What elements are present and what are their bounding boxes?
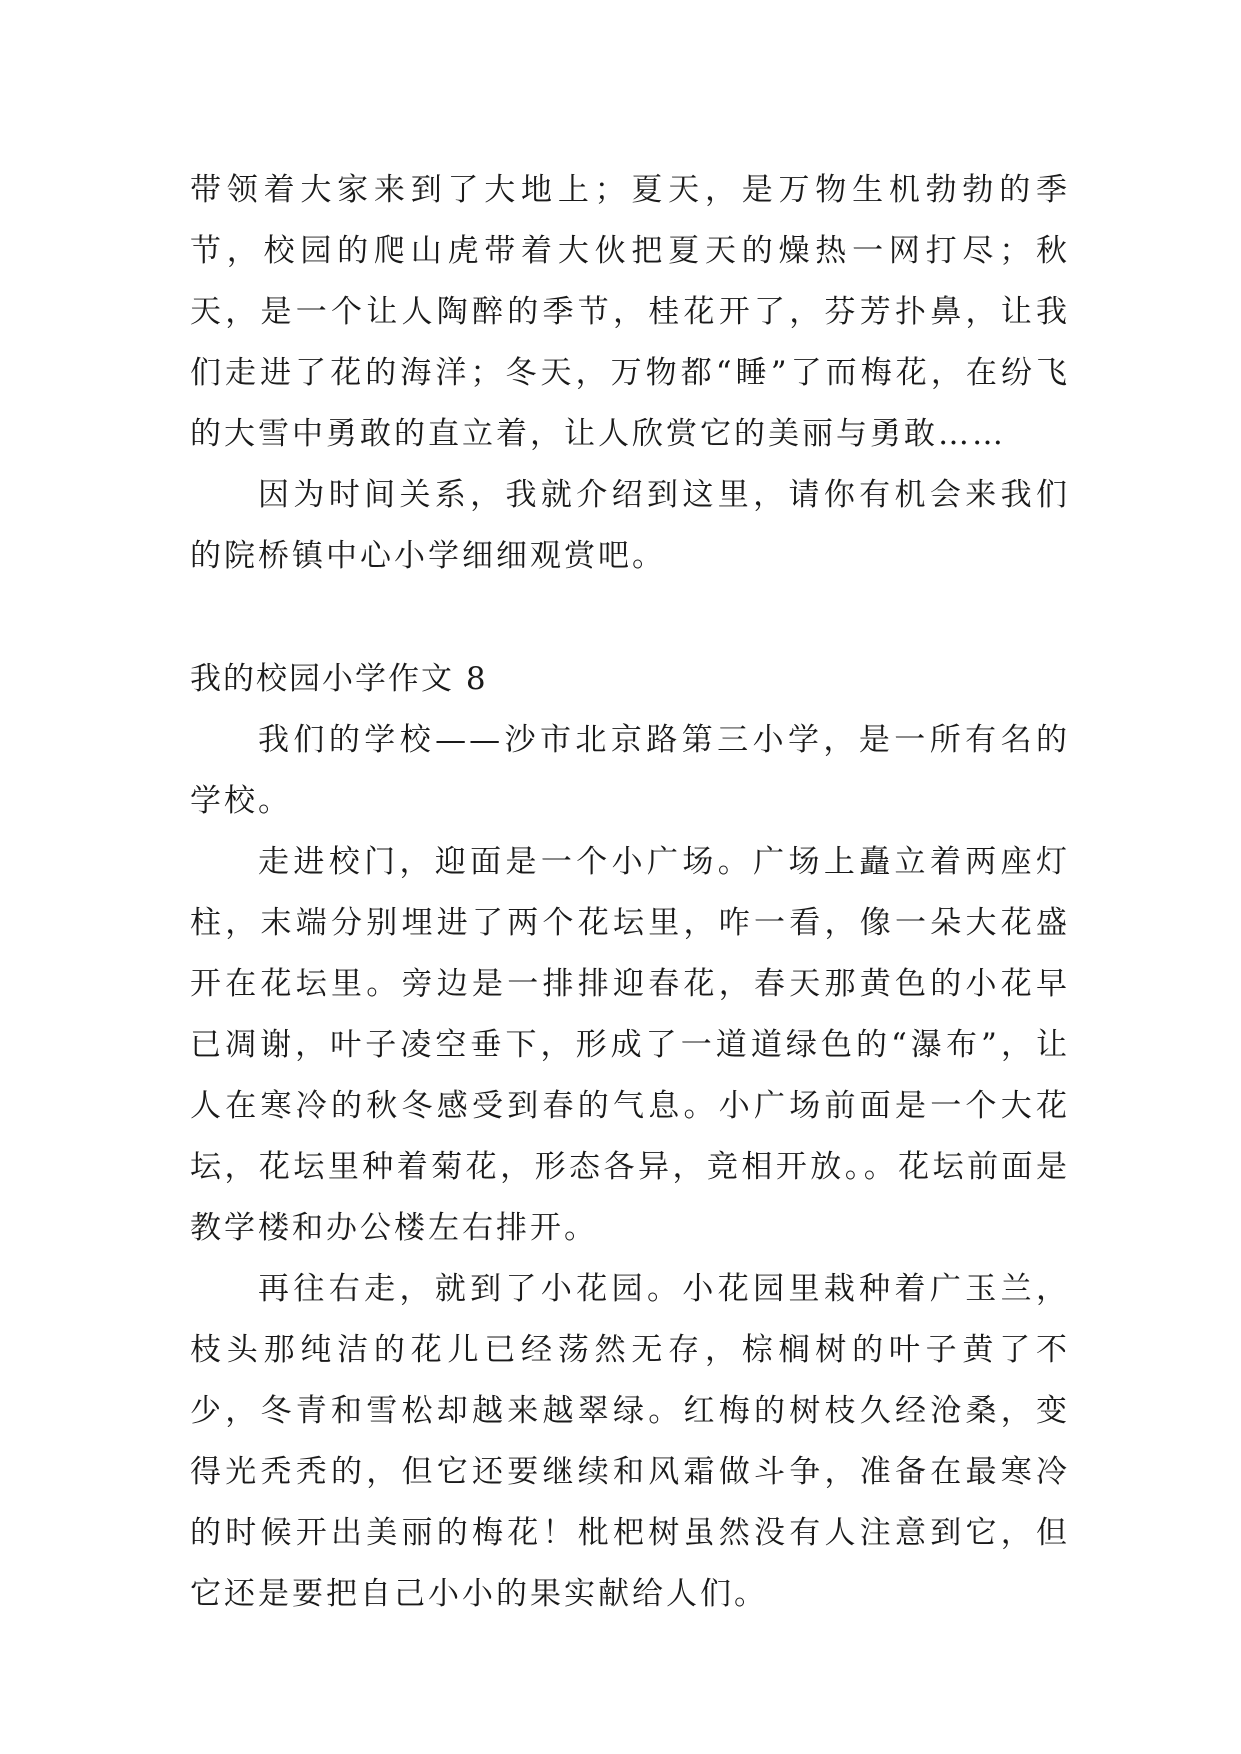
paragraph-closing: 因为时间关系，我就介绍到这里，请你有机会来我们的院桥镇中心小学细细观赏吧。: [190, 477, 1070, 574]
paragraph-seasons: 带领着大家来到了大地上；夏天，是万物生机勃勃的季节，校园的爬山虎带着大伙把夏天的燥热一网打尽；秋天，是一个让人陶醉的季节，桂花开了，芬芳扑鼻，让我们走进了花的海洋；冬天，万物都“睡”了而梅花，在纷飞的大雪中勇敢的直立着，让人欣赏它的美丽与勇敢……: [190, 172, 1070, 452]
paragraph-garden: 再往右走，就到了小花园。小花园里栽种着广玉兰，枝头那纯洁的花儿已经荡然无存，棕榈树的叶子黄了不少，冬青和雪松却越来越翠绿。红梅的树枝久经沧桑，变得光秃秃的，但它还要继续和风霜做斗争，准备在最寒冷的时候开出美丽的梅花！枇杷树虽然没有人注意到它，但它还是要把自己小小的果实献给人们。: [190, 1271, 1070, 1612]
essay-title: 我的校园小学作文 8: [190, 661, 488, 697]
paragraph-school-intro: 我们的学校——沙市北京路第三小学，是一所有名的学校。: [190, 722, 1070, 819]
document-page: [190, 160, 1070, 1625]
section-gap: [190, 587, 1070, 649]
paragraph-school-gate: 走进校门，迎面是一个小广场。广场上矗立着两座灯柱，末端分别埋进了两个花坛里，咋一看，像一朵大花盛开在花坛里。旁边是一排排迎春花，春天那黄色的小花早已凋谢，叶子凌空垂下，形成了一道道绿色的“瀑布”，让人在寒冷的秋冬感受到春的气息。小广场前面是一个大花坛，花坛里种着菊花，形态各异，竞相开放。。花坛前面是教学楼和办公楼左右排开。: [190, 844, 1070, 1246]
